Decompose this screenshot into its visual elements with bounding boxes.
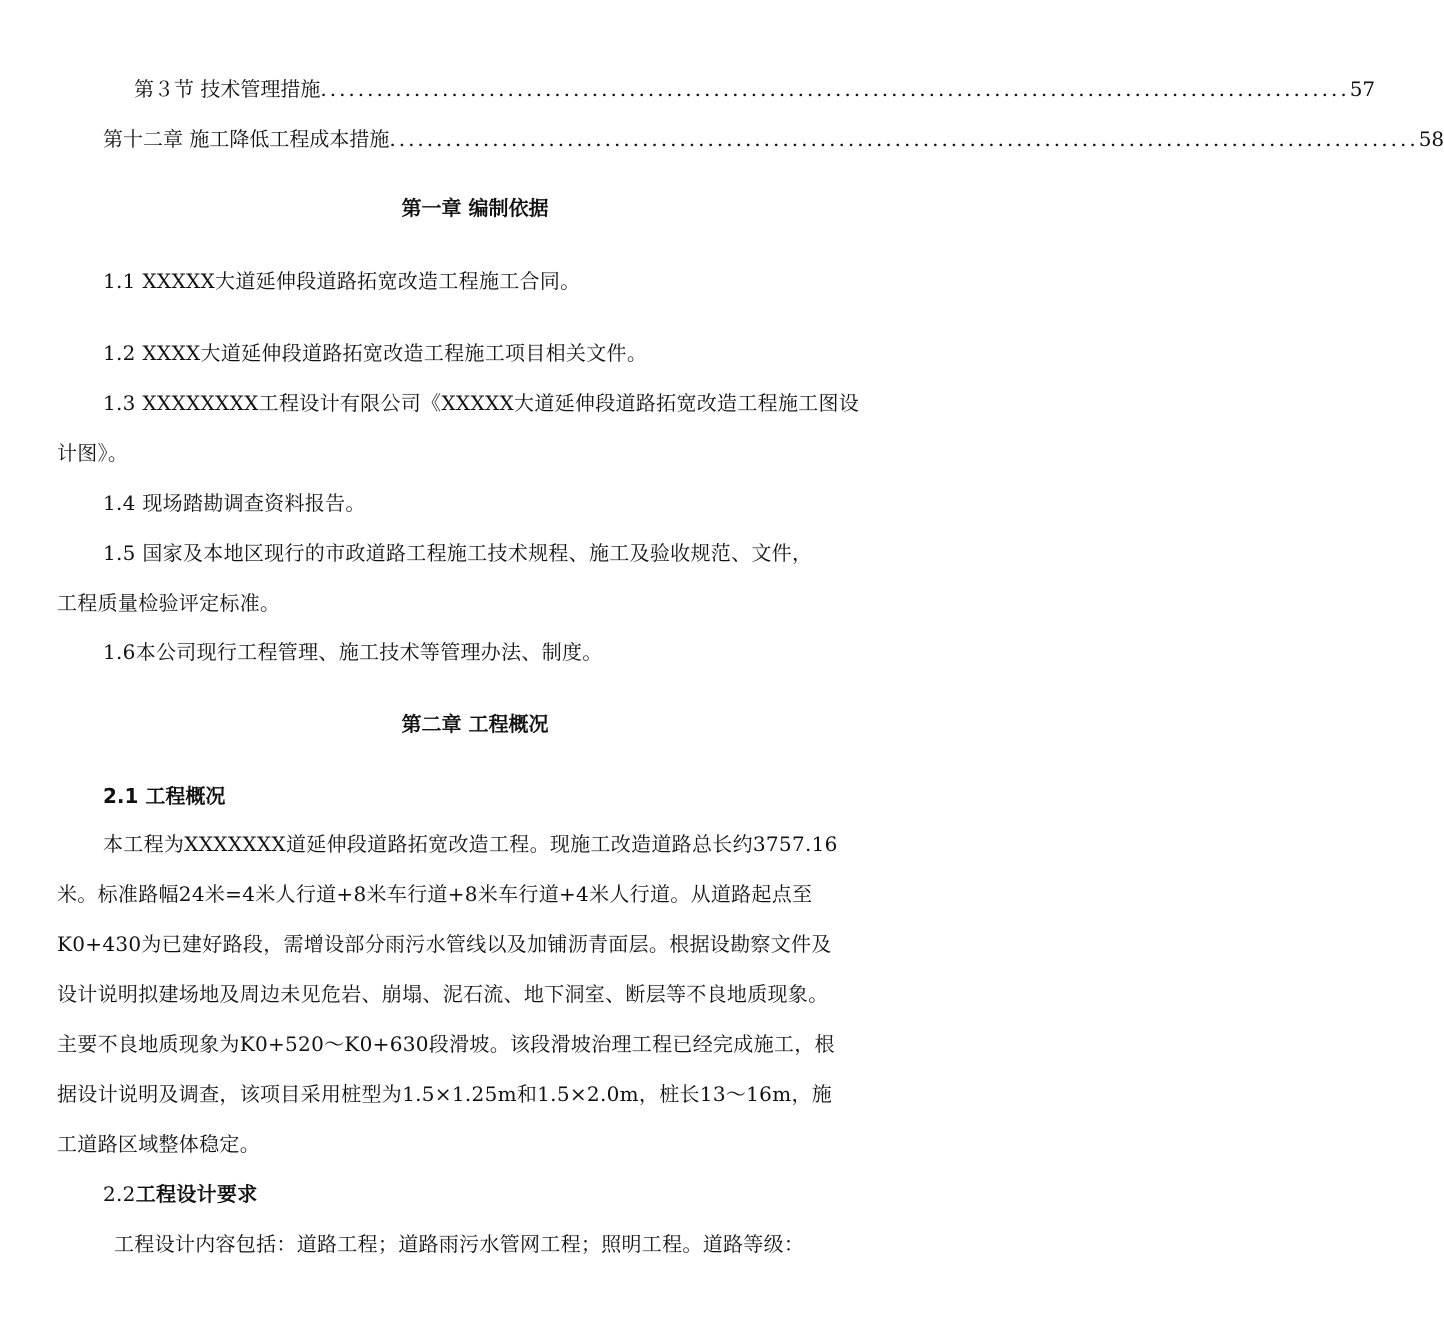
paragraph-line: K0+430为已建好路段，需增设部分雨污水管线以及加铺沥青面层。根据设勘察文件及 xyxy=(57,932,832,956)
paragraph-line: 据设计说明及调查，该项目采用桩型为1.5×1.25m和1.5×2.0m，桩长13～16m，施 xyxy=(57,1082,833,1106)
paragraph-line: 工程设计内容包括：道路工程；道路雨污水管网工程；照明工程。道路等级： xyxy=(114,1232,805,1256)
paragraph-line: 1.2 XXXX大道延伸段道路拓宽改造工程施工项目相关文件。 xyxy=(103,341,648,365)
paragraph-line: 1.1 XXXXX大道延伸段道路拓宽改造工程施工合同。 xyxy=(103,269,581,293)
paragraph-line: 工程质量检验评定标准。 xyxy=(57,591,281,615)
paragraph-line: 1.4 现场踏勘调查资料报告。 xyxy=(103,491,366,515)
section-number: 2.2 xyxy=(103,1182,136,1206)
toc-entry-title: 第十二章 施工降低工程成本措施 xyxy=(103,127,390,151)
chapter-heading: 第二章 工程概况 xyxy=(401,712,549,736)
paragraph-line: 计图》。 xyxy=(57,441,129,465)
paragraph-line: 1.5 国家及本地区现行的市政道路工程施工技术规程、施工及验收规范、文件， xyxy=(103,541,813,565)
section-heading: 2.1 工程概况 xyxy=(103,784,226,808)
toc-entry-page: 58 xyxy=(1418,127,1444,151)
toc-leader-dots: .............................................................................................................. xyxy=(389,127,1419,151)
toc-entry-title: 第３节 技术管理措施 xyxy=(134,77,321,101)
paragraph-line: 米。标准路幅24米=4米人行道+8米车行道+8米车行道+4米人行道。从道路起点至 xyxy=(57,882,813,906)
paragraph-line: 1.3 XXXXXXXX工程设计有限公司《XXXXX大道延伸段道路拓宽改造工程施工图设 xyxy=(103,391,860,415)
paragraph-line: 本工程为XXXXXXX道延伸段道路拓宽改造工程。现施工改造道路总长约3757.16 xyxy=(103,832,838,856)
toc-entry[interactable] xyxy=(103,126,1444,152)
section-title: 工程设计要求 xyxy=(135,1182,258,1206)
toc-leader-dots: .............................................................................................................. xyxy=(320,77,1350,101)
chapter-heading: 第一章 编制依据 xyxy=(401,196,549,220)
toc-entry[interactable] xyxy=(134,76,1376,102)
paragraph-line: 1.6本公司现行工程管理、施工技术等管理办法、制度。 xyxy=(103,640,603,664)
paragraph-line: 主要不良地质现象为K0+520～K0+630段滑坡。该段滑坡治理工程已经完成施工，根 xyxy=(57,1032,835,1056)
section-heading xyxy=(103,1181,258,1207)
paragraph-line: 设计说明拟建场地及周边未见危岩、崩塌、泥石流、地下洞室、断层等不良地质现象。 xyxy=(57,982,829,1006)
toc-entry-page: 57 xyxy=(1349,77,1376,101)
paragraph-line: 工道路区域整体稳定。 xyxy=(57,1132,260,1156)
